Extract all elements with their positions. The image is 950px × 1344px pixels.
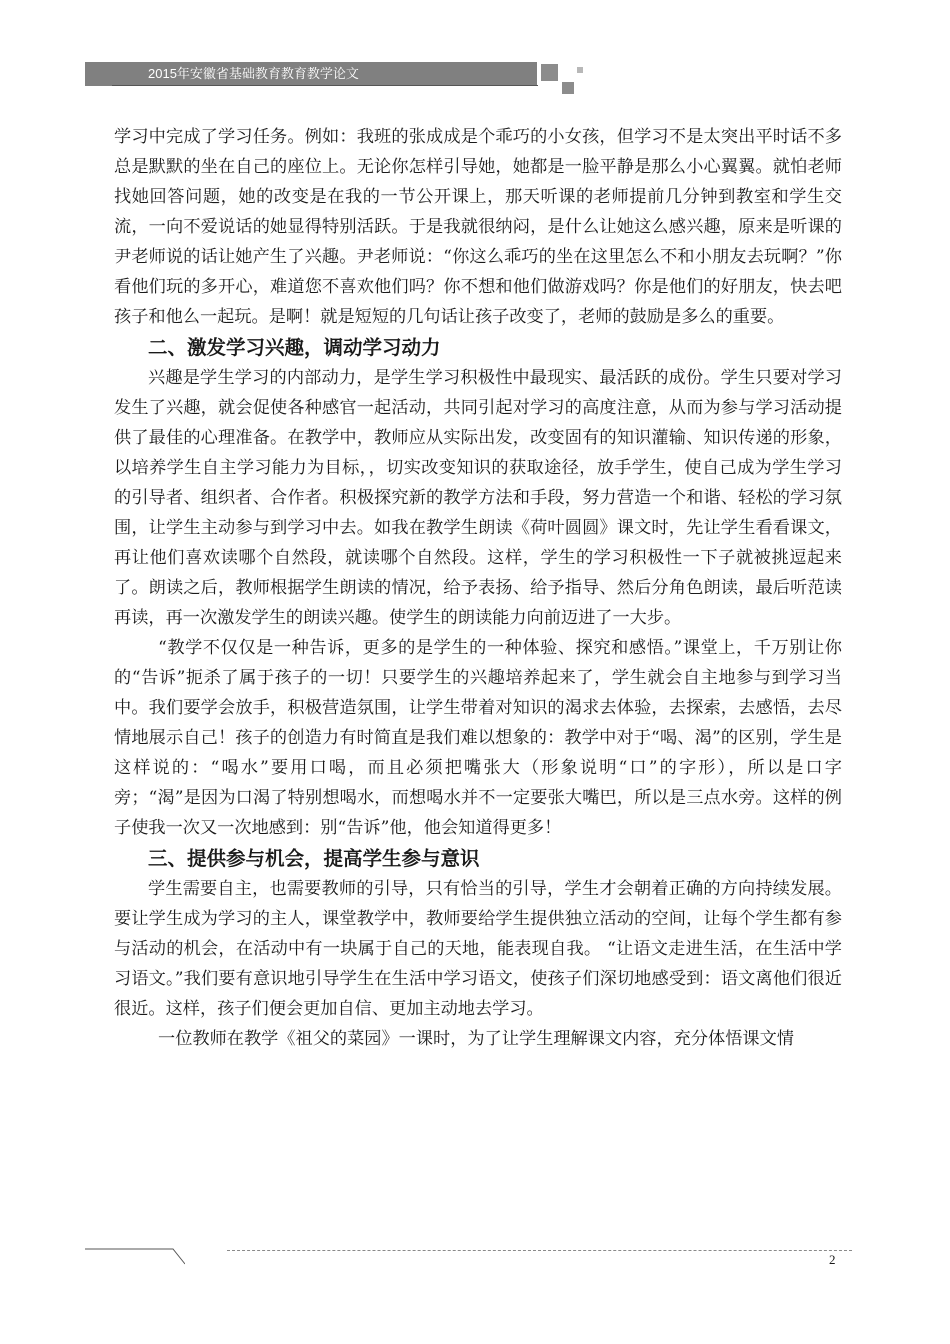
section-heading-2: 二、激发学习兴趣，调动学习动力 — [148, 336, 441, 359]
header-square-small — [577, 67, 583, 73]
footer-dashed-rule — [227, 1250, 852, 1251]
header-rule — [112, 85, 538, 86]
paragraph-2: 兴趣是学生学习的内部动力，是学生学习积极性中最现实、最活跃的成份。学生只要对学习发生了兴趣，就会促使各种感官一起活动，共同引起对学习的高度注意，从而为参与学习活动提供了最佳的心理准备。在教学中，教师应从实际出发，改变固有的知识灌输、知识传递的形象，以培养学生自主学习能力为目标，，切实改变知识的获取途径，放手学生，使自己成为学生学习的引导者、组织者、合作者。积极探究新的教学方法和手段，努力营造一个和谐、轻松的学习氛围，让学生主动参与到学习中去。如我在教学生朗读《荷叶圆圆》课文时，先让学生看看课文，再让他们喜欢读哪个自然段，就读哪个自然段。这样，学生的学习积极性一下子就被挑逗起来了。朗读之后，教师根据学生朗读的情况，给予表扬、给予指导、然后分角色朗读，最后听范读再读，再一次激发学生的朗读兴趣。使学生的朗读能力向前迈进了一大步。 — [114, 368, 842, 628]
section-heading-3: 三、提供参与机会，提高学生参与意识 — [148, 847, 480, 870]
header-square-medium — [562, 82, 574, 94]
paragraph-5: 一位教师在教学《祖父的菜园》一课时，为了让学生理解课文内容，充分体悟课文情 — [158, 1029, 794, 1049]
page-number: 2 — [829, 1252, 836, 1267]
page-body — [114, 122, 842, 1054]
paragraph-3: “教学不仅仅是一种告诉，更多的是学生的一种体验、探究和感悟。”课堂上，千万别让你的“告诉”扼杀了属于孩子的一切！只要学生的兴趣培养起来了，学生就会自主地参与到学习当中。我们要学会放手，积极营造氛围，让学生带着对知识的渴求去体验，去探索，去感悟，去尽情地展示自己！孩子的创造力有时简直是我们难以想象的：教学中对于“喝、渴”的区别，学生是这样说的：“喝水”要用口喝，而且必须把嘴张大（形象说明“口”的字形），所以是口字旁；“渴”是因为口渴了特别想喝水，而想喝水并不一定要张大嘴巴，所以是三点水旁。这样的例子使我一次又一次地感到：别“告诉”他，他会知道得更多！ — [114, 638, 842, 838]
paragraph-4: 学生需要自主，也需要教师的引导，只有恰当的引导，学生才会朝着正确的方向持续发展。要让学生成为学习的主人，课堂教学中，教师要给学生提供独立活动的空间，让每个学生都有参与活动的机会，在活动中有一块属于自己的天地，能表现自我。 “让语文走进生活，在生活中学习语文。”我们要有意识地引导学生在生活中学习语文，使孩子们深切地感受到：语文离他们很近很近。这样，孩子们便会更加自信、更加主动地去学习。 — [114, 879, 842, 1019]
header-square-large — [541, 64, 558, 81]
header-title: 2015年安徽省基础教育教育教学论文 — [148, 66, 359, 81]
paragraph-1: 学习中完成了学习任务。例如：我班的张成成是个乖巧的小女孩，但学习不是太突出平时话不多总是默默的坐在自己的座位上。无论你怎样引导她，她都是一脸平静是那么小心翼翼。就怕老师找她回答问题，她的改变是在我的一节公开课上，那天听课的老师提前几分钟到教室和学生交流，一向不爱说话的她显得特别活跃。于是我就很纳闷，是什么让她这么感兴趣，原来是听课的尹老师说的话让她产生了兴趣。尹老师说：“你这么乖巧的坐在这里怎么不和小朋友去玩啊？”你看他们玩的多开心，难道您不喜欢他们吗？你不想和他们做游戏吗？你是他们的好朋友，快去吧孩子和他么一起玩。是啊！就是短短的几句话让孩子改变了，老师的鼓励是多么的重要。 — [114, 127, 842, 327]
footer-ornament — [85, 1248, 185, 1266]
